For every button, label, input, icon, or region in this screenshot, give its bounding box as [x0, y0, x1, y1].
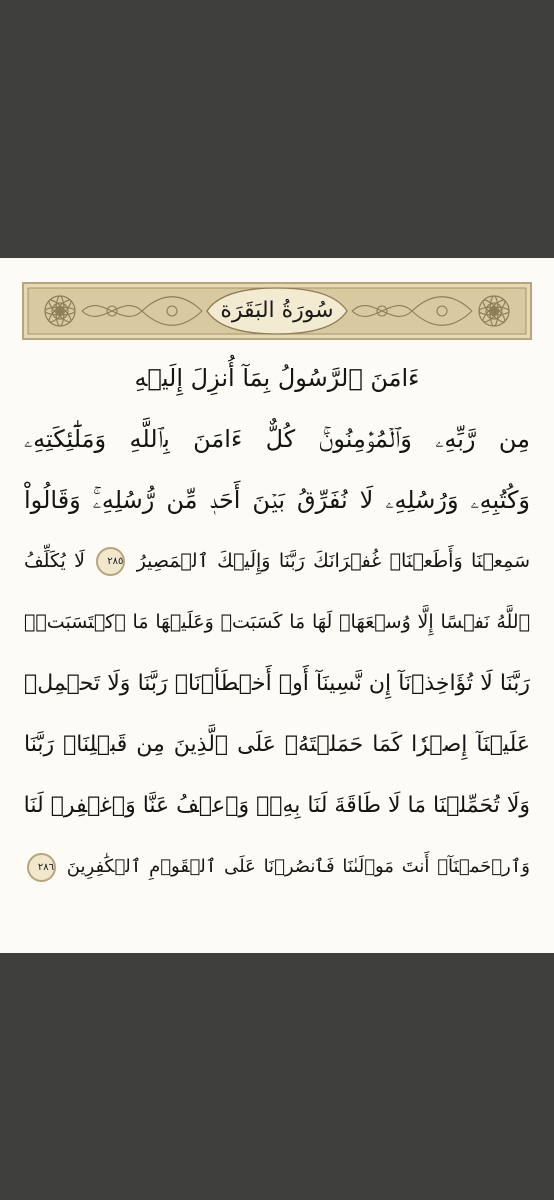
- ayah-number-marker: ٢٨٥: [96, 547, 125, 576]
- verse-line-text: وَلَا تُحَمِّلۡنَا مَا لَا طَاقَةَ لَنَا بِهِۦۖ وَٱعۡفُ عَنَّا وَٱغۡفِرۡ لَنَا: [24, 793, 530, 818]
- verse-line-text: مِن رَّبِّهِۦ وَٱلۡمُؤۡمِنُونَۚ كُلٌّ ءَامَنَ بِٱللَّهِ وَمَلَٰٓئِكَتِهِۦ: [24, 425, 530, 453]
- verse-line-text: عَلَيۡنَآ إِصۡرٗا كَمَا حَمَلۡتَهُۥ عَلَى ٱلَّذِينَ مِن قَبۡلِنَاۚ رَبَّنَا: [24, 732, 530, 757]
- verse-line: [24, 409, 530, 470]
- verse-line-text: رَبَّنَا لَا تُؤَاخِذۡنَآ إِن نَّسِينَآ أَوۡ أَخۡطَأۡنَاۚ رَبَّنَا وَلَا تَحۡمِلۡ: [24, 671, 530, 696]
- verse-line-text: وَٱرۡحَمۡنَآۚ أَنتَ مَوۡلَىٰنَا فَٱنصُرۡنَا عَلَى ٱلۡقَوۡمِ ٱلۡكَٰفِرِينَ: [66, 856, 530, 877]
- verse-line: [24, 836, 530, 897]
- verse-line: [24, 714, 530, 775]
- verse-line: [24, 775, 530, 836]
- verse-line: [24, 653, 530, 714]
- verse-line-text: ٱللَّهُ نَفۡسًا إِلَّا وُسۡعَهَاۚ لَهَا مَا كَسَبَتۡ وَعَلَيۡهَا مَا ٱكۡتَسَبَتۡۗ: [24, 611, 530, 633]
- surah-header-frame: [22, 282, 532, 340]
- verse-line-text: لَا يُكَلِّفُ: [24, 550, 85, 572]
- verse-text-block: [24, 348, 530, 938]
- surah-title: سُورَةُ البَقَرَة: [220, 298, 334, 323]
- verse-line-text: وَكُتُبِهِۦ وَرُسُلِهِۦ لَا نُفَرِّقُ بَيۡنَ أَحَدٖ مِّن رُّسُلِهِۦۚ وَقَالُواْ: [24, 486, 530, 514]
- verse-line: [24, 348, 530, 409]
- verse-line-text: سَمِعۡنَا وَأَطَعۡنَاۖ غُفۡرَانَكَ رَبَّنَا وَإِلَيۡكَ ٱلۡمَصِيرُ: [136, 550, 530, 572]
- verse-line: [24, 531, 530, 592]
- verse-line-text: ءَامَنَ ٱلرَّسُولُ بِمَآ أُنزِلَ إِلَيۡهِ: [134, 364, 420, 392]
- verse-line: [24, 592, 530, 653]
- ayah-number-marker: ٢٨٦: [27, 853, 56, 882]
- verse-line: [24, 470, 530, 531]
- mushaf-page: [0, 258, 554, 953]
